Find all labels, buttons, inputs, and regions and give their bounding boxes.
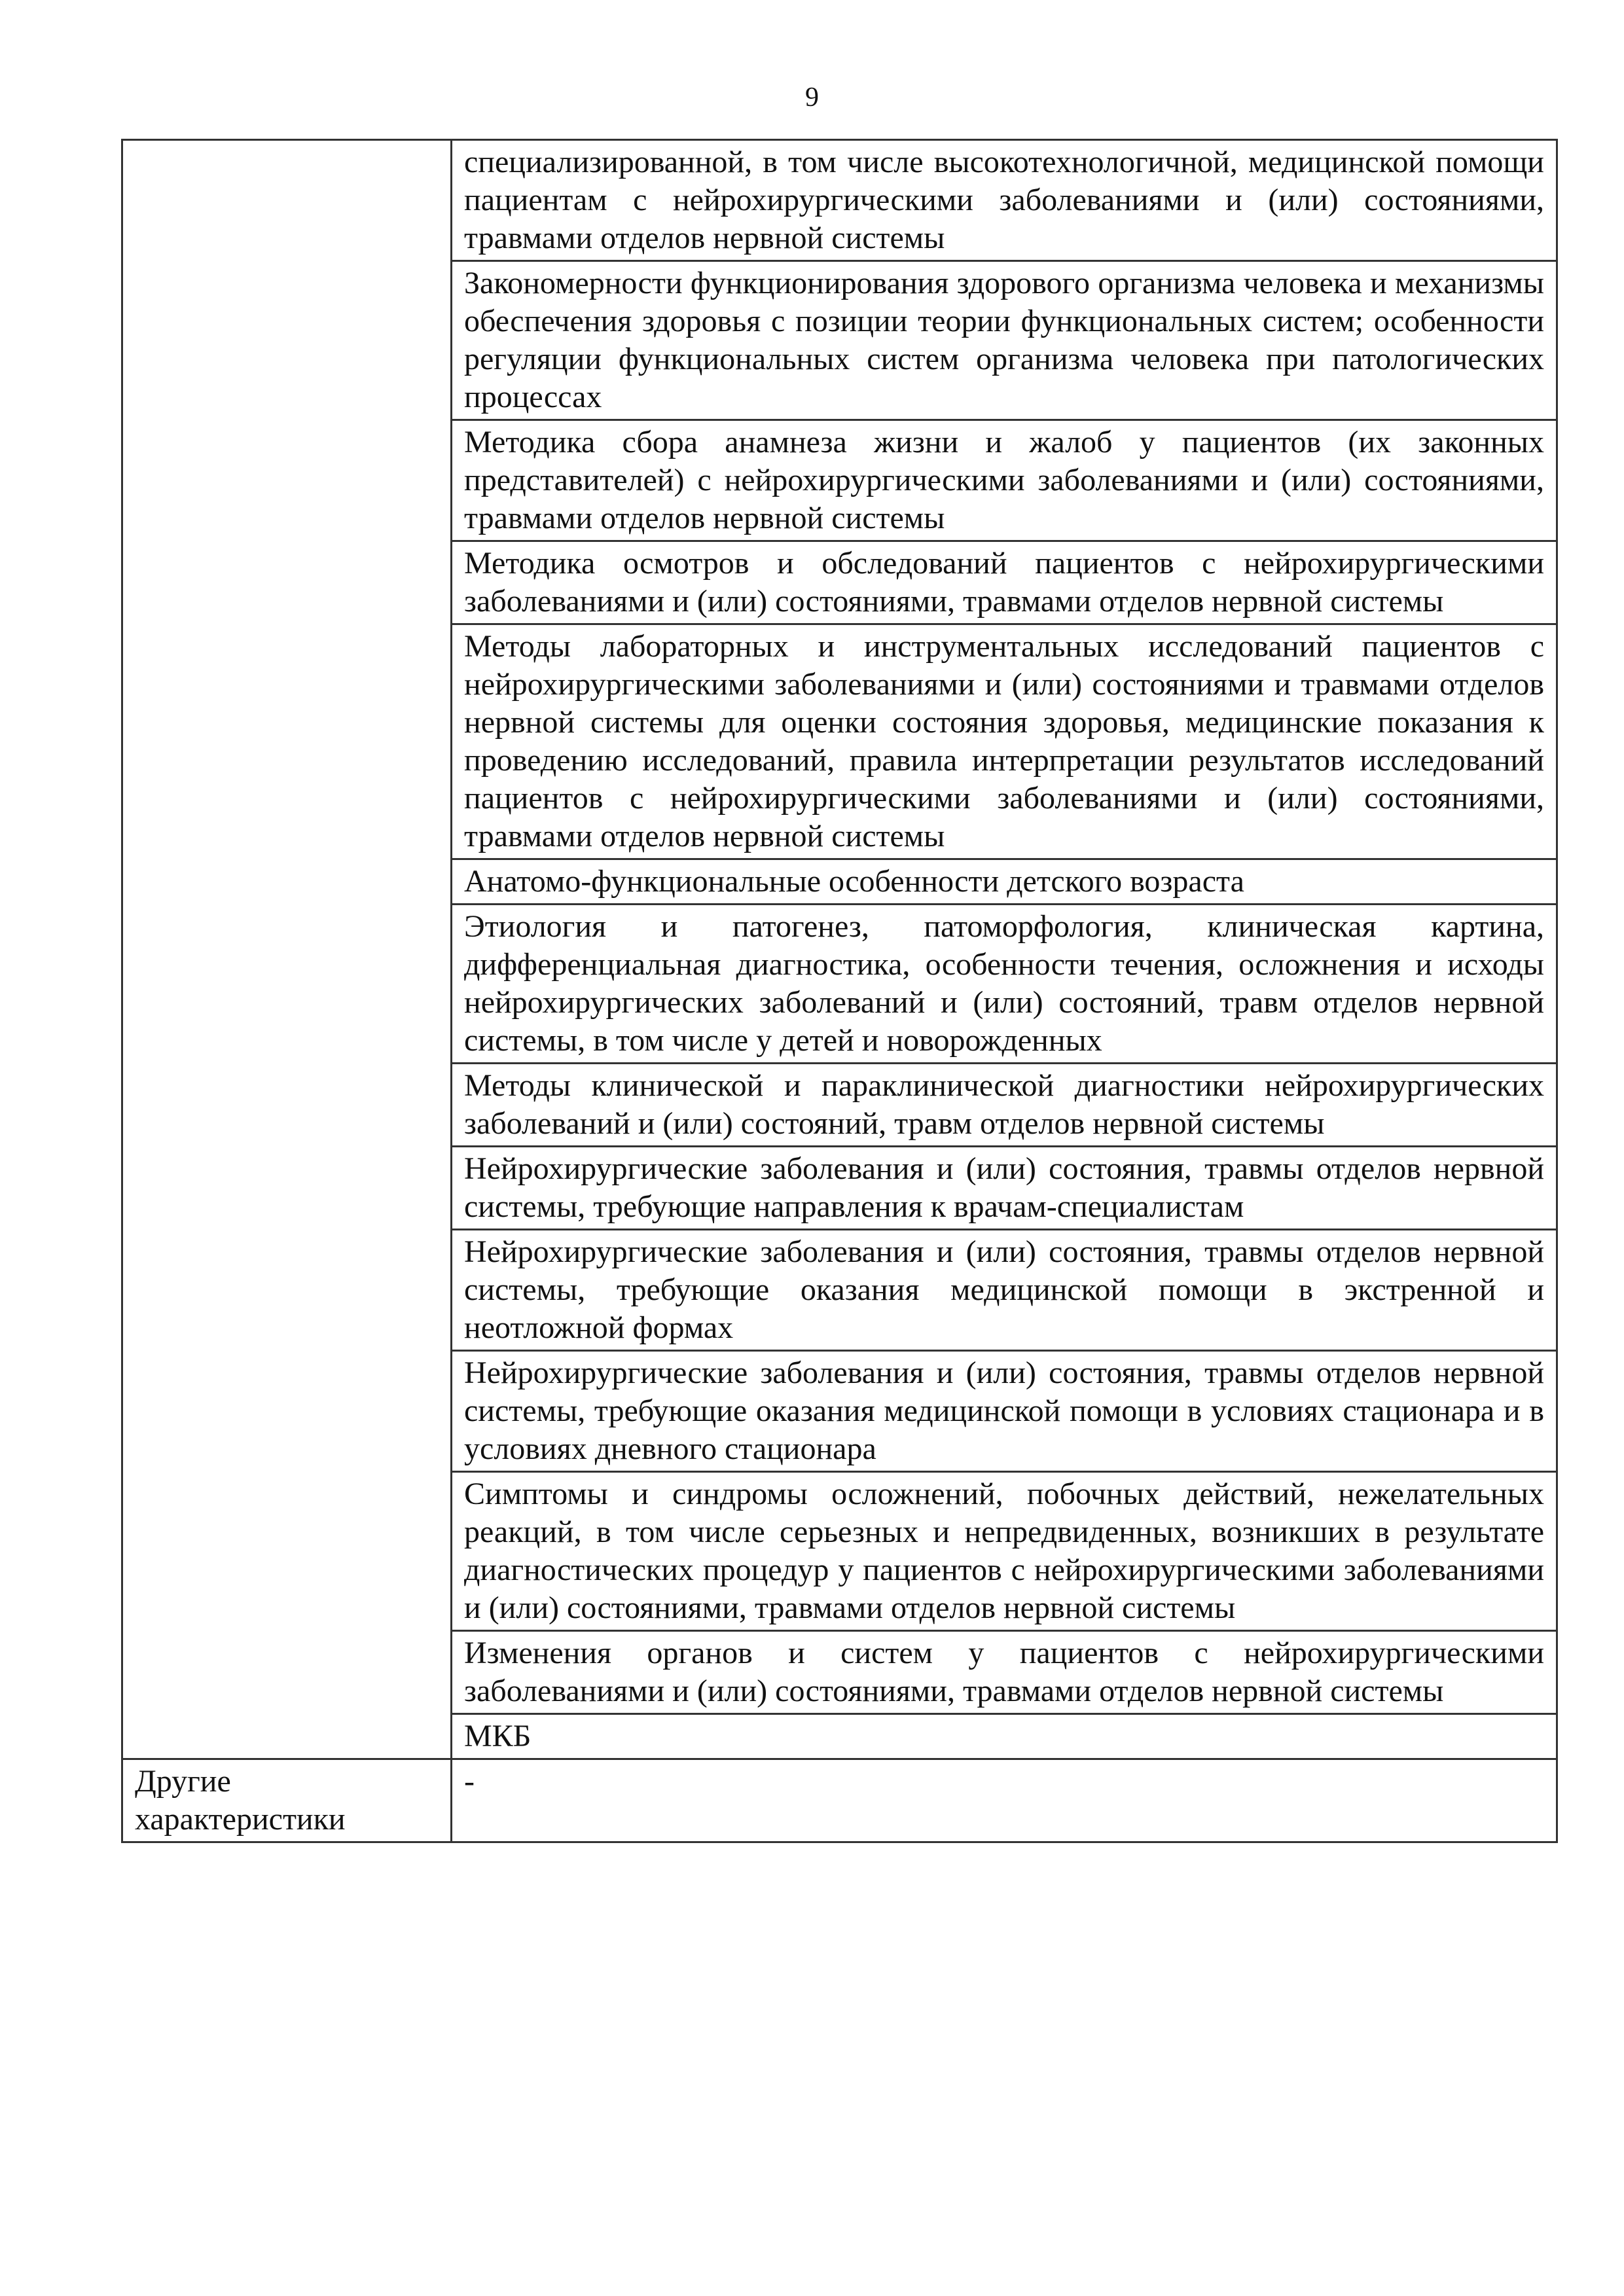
knowledge-item: Нейрохирургические заболевания и (или) состояния, травмы отделов нервной системы, требующие оказания медицинской помощи в экстренной и неотложной формах — [452, 1230, 1557, 1351]
other-label-cell — [122, 1759, 452, 1842]
requirements-table — [121, 139, 1558, 1843]
knowledge-label-cell — [122, 140, 452, 1759]
other-value: - — [452, 1759, 1557, 1842]
knowledge-item: специализированной, в том числе высокотехнологичной, медицинской помощи пациентам с нейрохирургическими заболеваниями и (или) состояниями, травмами отделов нервной системы — [452, 140, 1557, 261]
knowledge-item: Методика осмотров и обследований пациентов с нейрохирургическими заболеваниями и (или) состояниями, травмами отделов нервной системы — [452, 541, 1557, 624]
knowledge-item: Методы лабораторных и инструментальных исследований пациентов с нейрохирургическими заболеваниями и (или) состояниями и травмами отделов нервной системы для оценки состояния здоровья, медицинские показания к проведению исследований, правила интерпретации результатов исследований пациентов с нейрохирургическими заболеваниями и (или) состояниями, травмами отделов нервной системы — [452, 624, 1557, 859]
knowledge-item: Симптомы и синдромы осложнений, побочных действий, нежелательных реакций, в том числе серьезных и непредвиденных, возникших в результате диагностических процедур у пациентов с нейрохирургическими заболеваниями и (или) состояниями, травмами отделов нервной системы — [452, 1472, 1557, 1631]
knowledge-item: Этиология и патогенез, патоморфология, клиническая картина, дифференциальная диагностика, особенности течения, осложнения и исходы нейрохирургических заболеваний и (или) состояний, травм отделов нервной системы, в том числе у детей и новорожденных — [452, 905, 1557, 1064]
knowledge-item: Нейрохирургические заболевания и (или) состояния, травмы отделов нервной системы, требующие оказания медицинской помощи в условиях стационара и в условиях дневного стационара — [452, 1351, 1557, 1472]
knowledge-item: Анатомо-функциональные особенности детского возраста — [452, 859, 1557, 905]
knowledge-item: Нейрохирургические заболевания и (или) состояния, травмы отделов нервной системы, требующие направления к врачам-специалистам — [452, 1147, 1557, 1230]
table-row-other — [122, 1759, 1557, 1842]
page-number: 9 — [805, 82, 819, 113]
other-label-line2: характеристики — [135, 1802, 346, 1837]
knowledge-item: МКБ — [452, 1714, 1557, 1759]
knowledge-item: Закономерности функционирования здорового организма человека и механизмы обеспечения здоровья с позиции теории функциональных систем; особенности регуляции функциональных систем организма человека при патологических процессах — [452, 261, 1557, 420]
knowledge-item: Методика сбора анамнеза жизни и жалоб у пациентов (их законных представителей) с нейрохирургическими заболеваниями и (или) состояниями, травмами отделов нервной системы — [452, 420, 1557, 541]
knowledge-item: Методы клинической и параклинической диагностики нейрохирургических заболеваний и (или) состояний, травм отделов нервной системы — [452, 1064, 1557, 1147]
knowledge-item: Изменения органов и систем у пациентов с нейрохирургическими заболеваниями и (или) состояниями, травмами отделов нервной системы — [452, 1631, 1557, 1714]
other-label-line1: Другие — [135, 1764, 231, 1799]
table-row — [122, 140, 1557, 261]
